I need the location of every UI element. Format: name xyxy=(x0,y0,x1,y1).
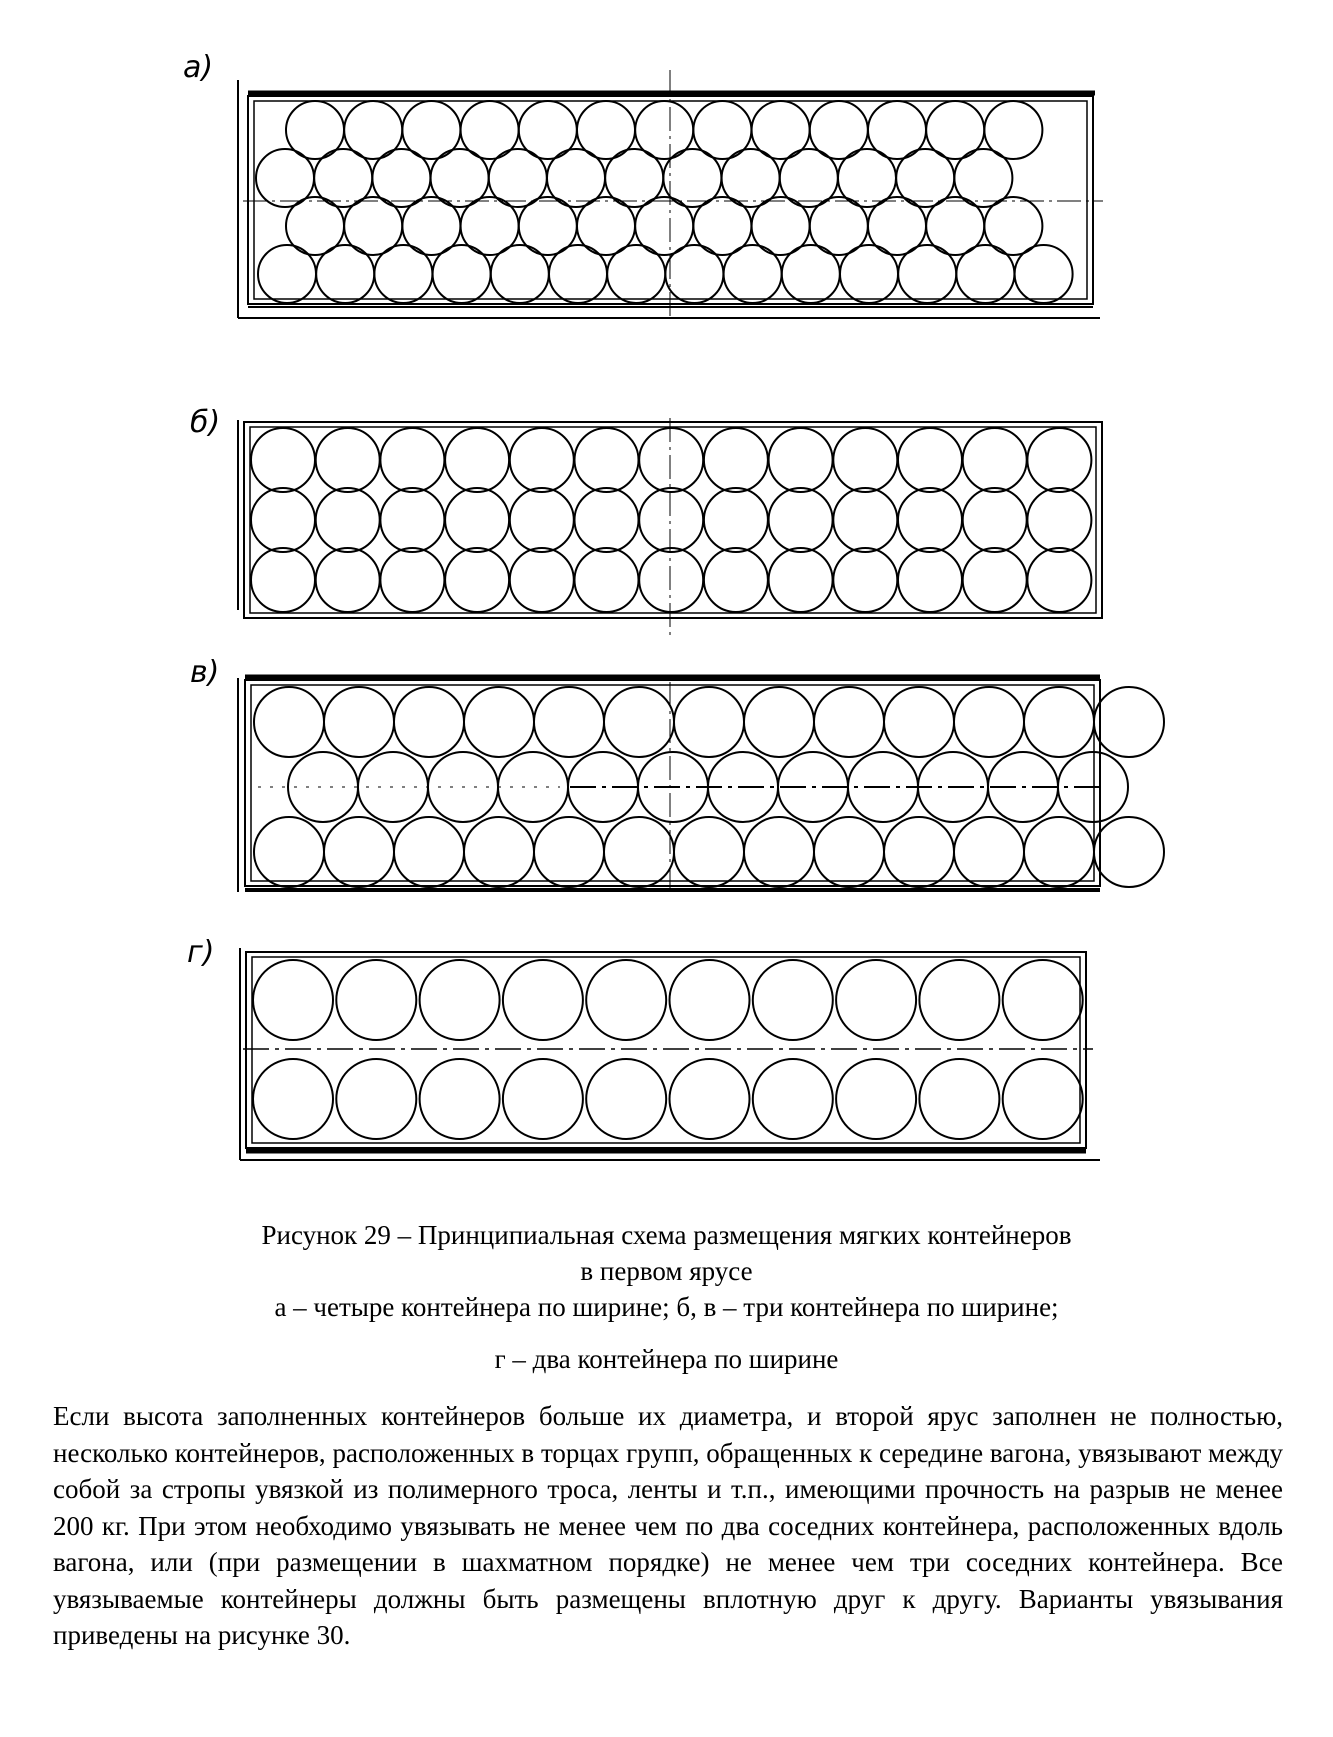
container-circle xyxy=(744,687,814,757)
container-circle xyxy=(1003,1059,1083,1139)
container-circle xyxy=(258,245,316,303)
container-circle xyxy=(884,817,954,887)
figure-caption-line-1: Рисунок 29 – Принципиальная схема размещения мягких контейнеров xyxy=(261,1220,1072,1250)
container-circle xyxy=(534,817,604,887)
container-circle xyxy=(1094,817,1164,887)
container-circle xyxy=(963,428,1027,492)
body-paragraph: Если высота заполненных контейнеров больше их диаметра, и второй ярус заполнен не полностью, несколько контейнеров, расположенных в торцах групп, обращенных к середине вагона, увязывают между собой за стропы увязкой из полимерного троса, ленты и т.п., имеющими прочность на разрыв не менее 200 кг. При этом необходимо увязывать не менее чем по два соседних контейнера, расположенных вдоль вагона, или (при размещении в шахматном порядке) не менее чем три соседних контейнера. Все увязываемые контейнеры должны быть размещены вплотную друг к другу. Варианты увязывания приведены на рисунке 30. xyxy=(53,1401,1283,1650)
container-circle xyxy=(420,1059,500,1139)
container-circle xyxy=(898,245,956,303)
container-circle xyxy=(445,488,509,552)
container-circle xyxy=(251,548,315,612)
container-circle xyxy=(963,488,1027,552)
container-circle xyxy=(254,687,324,757)
container-circle xyxy=(575,428,639,492)
panel-label-a: а) xyxy=(183,50,214,85)
container-circle xyxy=(814,817,884,887)
container-circle xyxy=(836,960,916,1040)
container-circle xyxy=(316,488,380,552)
container-circle xyxy=(769,488,833,552)
container-circle xyxy=(445,428,509,492)
container-circle xyxy=(510,488,574,552)
container-circle xyxy=(316,548,380,612)
container-circle xyxy=(704,488,768,552)
container-circle xyxy=(1003,960,1083,1040)
container-circle xyxy=(394,687,464,757)
container-circle xyxy=(769,428,833,492)
container-circle xyxy=(1024,817,1094,887)
container-circle xyxy=(769,548,833,612)
container-circle xyxy=(898,428,962,492)
scheme-panel-v xyxy=(238,677,1164,892)
container-circle xyxy=(288,752,358,822)
container-circle xyxy=(575,488,639,552)
scheme-panel-g xyxy=(240,948,1100,1160)
container-circle xyxy=(503,960,583,1040)
container-circle xyxy=(316,428,380,492)
container-circle xyxy=(954,817,1024,887)
container-circle xyxy=(753,1059,833,1139)
container-circle xyxy=(510,428,574,492)
container-circle xyxy=(445,548,509,612)
container-circle xyxy=(510,548,574,612)
container-circle xyxy=(575,548,639,612)
container-circle xyxy=(782,245,840,303)
container-circle xyxy=(704,428,768,492)
container-circle xyxy=(1024,687,1094,757)
container-circle xyxy=(374,245,432,303)
container-circle xyxy=(498,752,568,822)
container-circle xyxy=(704,548,768,612)
container-circle xyxy=(753,960,833,1040)
container-circle xyxy=(884,687,954,757)
container-circle xyxy=(665,245,723,303)
container-circle xyxy=(464,817,534,887)
scheme-panel-b xyxy=(238,418,1102,635)
panel-label-g: г) xyxy=(187,935,215,970)
container-circle xyxy=(380,548,444,612)
container-circle xyxy=(670,960,750,1040)
container-circle xyxy=(674,817,744,887)
container-circle xyxy=(639,548,703,612)
container-circle xyxy=(324,687,394,757)
container-circle xyxy=(433,245,491,303)
container-circle xyxy=(724,245,782,303)
container-circle xyxy=(549,245,607,303)
container-circle xyxy=(814,687,884,757)
container-circle xyxy=(464,687,534,757)
container-circle xyxy=(491,245,549,303)
container-circle xyxy=(833,428,897,492)
container-circle xyxy=(836,1059,916,1139)
container-circle xyxy=(604,817,674,887)
container-circle xyxy=(639,488,703,552)
container-circle xyxy=(670,1059,750,1139)
container-circle xyxy=(956,245,1014,303)
figure-caption-line-3: а – четыре контейнера по ширине; б, в – три контейнера по ширине; xyxy=(274,1292,1059,1322)
container-circle xyxy=(744,817,814,887)
container-circle xyxy=(833,548,897,612)
container-circle xyxy=(919,1059,999,1139)
container-circle xyxy=(1015,245,1073,303)
container-circle xyxy=(1027,488,1091,552)
container-circle xyxy=(253,1059,333,1139)
container-circle xyxy=(380,428,444,492)
container-circle xyxy=(919,960,999,1040)
container-circle xyxy=(394,817,464,887)
container-circle xyxy=(954,687,1024,757)
container-circle xyxy=(674,687,744,757)
container-circle xyxy=(607,245,665,303)
container-circle xyxy=(586,1059,666,1139)
container-circle xyxy=(251,488,315,552)
panel-label-v: в) xyxy=(190,655,220,690)
panel-label-b: б) xyxy=(190,405,221,440)
container-circle xyxy=(336,960,416,1040)
container-circle xyxy=(604,687,674,757)
container-circle xyxy=(833,488,897,552)
container-circle xyxy=(963,548,1027,612)
container-circle xyxy=(324,817,394,887)
container-circle xyxy=(253,960,333,1040)
container-circle xyxy=(1027,428,1091,492)
container-circle xyxy=(420,960,500,1040)
container-circle xyxy=(380,488,444,552)
container-circle xyxy=(503,1059,583,1139)
figure-caption-line-2: в первом ярусе xyxy=(580,1256,753,1286)
figure-caption-line-4: г – два контейнера по ширине xyxy=(494,1344,839,1374)
container-circle xyxy=(254,817,324,887)
container-circle xyxy=(1027,548,1091,612)
container-circle xyxy=(898,488,962,552)
container-circle xyxy=(1094,687,1164,757)
scheme-panel-a xyxy=(238,70,1103,318)
container-circle xyxy=(639,428,703,492)
container-circle xyxy=(251,428,315,492)
container-circle xyxy=(840,245,898,303)
container-circle xyxy=(336,1059,416,1139)
container-circle xyxy=(534,687,604,757)
container-circle xyxy=(316,245,374,303)
container-circle xyxy=(898,548,962,612)
container-circle xyxy=(586,960,666,1040)
